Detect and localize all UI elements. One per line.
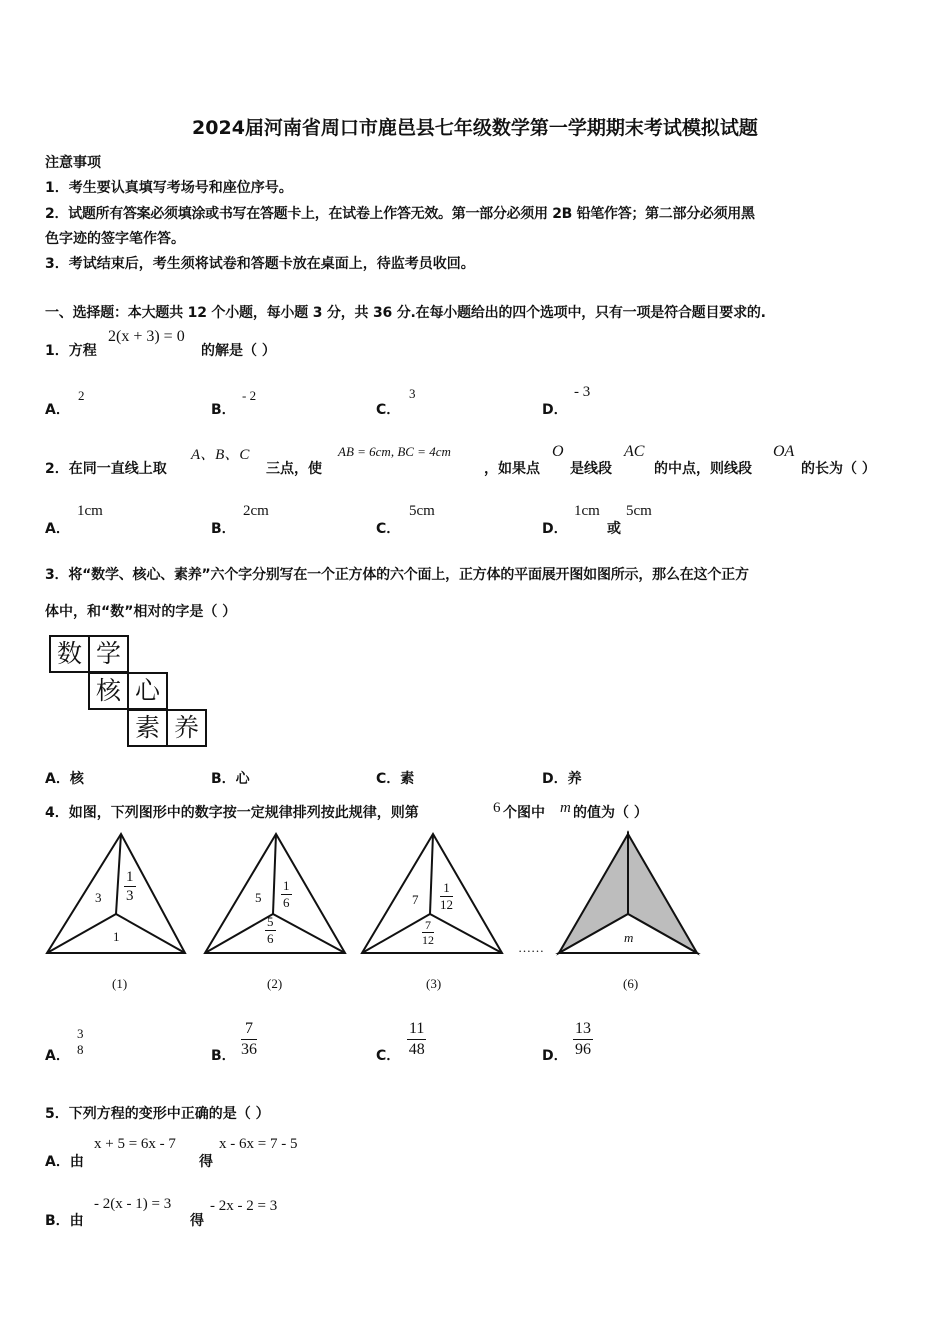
fig6-bottom-var: m — [624, 930, 634, 945]
q4-label-d: D． — [542, 1048, 568, 1064]
q5-a-equation-2: x - 6x = 7 - 5 — [219, 1136, 298, 1152]
q1-option-d: - 3 — [574, 384, 591, 400]
q2-mid4: 的中点，则线段 — [654, 461, 752, 477]
q5-b-de: 得 — [190, 1213, 204, 1229]
q2-option-b: 2cm — [243, 503, 269, 519]
fig1-left-number: 3 — [95, 890, 102, 905]
q5-b-equation-1: - 2(x - 1) = 3 — [94, 1196, 172, 1212]
net-cell-xue: 学 — [88, 635, 129, 673]
fig2-line-left — [205, 914, 273, 953]
q2-option-d-or: 或 — [607, 521, 621, 537]
q4-option-c — [407, 1019, 426, 1060]
q4-option-c-num: 11 — [407, 1019, 426, 1040]
fig1-label: (1) — [112, 976, 128, 991]
q2-point-o: O — [552, 443, 564, 460]
q2-suffix: 的长为（ ） — [801, 461, 876, 477]
q4-ellipsis: …… — [518, 940, 544, 955]
q2-label-a: A． — [45, 521, 70, 537]
q4-label-b: B． — [211, 1048, 236, 1064]
q3-option-d: D．养 — [542, 771, 582, 787]
q1-label-d: D． — [542, 402, 568, 418]
q2-seg-oa: OA — [773, 443, 795, 460]
q1-label-c: C． — [376, 402, 401, 418]
q4-figure — [0, 825, 950, 965]
q2-label-c: C． — [376, 521, 401, 537]
fig3-right-fraction — [440, 880, 453, 913]
net-cell-yang: 养 — [166, 709, 207, 747]
page-title: 2024届河南省周口市鹿邑县七年级数学第一学期期末考试模拟试题 — [192, 117, 758, 139]
q2-mid3: 是线段 — [570, 461, 612, 477]
fig6-label: (6) — [623, 976, 639, 991]
net-cell-su: 素 — [127, 709, 168, 747]
fig3-line-left — [362, 914, 430, 953]
q5-b-equation-2: - 2x - 2 = 3 — [210, 1198, 278, 1214]
fig1-right-den: 3 — [126, 888, 134, 904]
q2-prefix: 2．在同一直线上取 — [45, 461, 167, 477]
fig1-line-top — [116, 834, 121, 914]
fig3-line-top — [430, 834, 433, 914]
q4-option-a-den: 8 — [77, 1042, 84, 1057]
q4-label-a: A． — [45, 1048, 70, 1064]
fig2-right-num: 1 — [283, 878, 290, 893]
q3-option-a: A．核 — [45, 771, 84, 787]
q5-b-label: B．由 — [45, 1213, 84, 1229]
q4-option-a — [75, 1026, 86, 1058]
net-cell-he: 核 — [88, 672, 129, 710]
q2-points: A、B、C — [191, 447, 250, 463]
q4-prefix: 4．如图，下列图形中的数字按一定规律排列按此规律，则第 — [45, 805, 419, 821]
fig3-bottom-num: 7 — [422, 918, 434, 933]
notice-item-2-cont: 色字迹的签字笔作答。 — [45, 231, 185, 247]
fig2-line-top — [273, 834, 276, 914]
q3-option-b: B．心 — [211, 771, 250, 787]
fig1-bottom-number: 1 — [113, 929, 120, 944]
q2-lengths: AB = 6cm, BC = 4cm — [338, 444, 451, 459]
fig3-left-number: 7 — [412, 892, 419, 907]
fig2-label: (2) — [267, 976, 283, 991]
q2-mid1: 三点，使 — [266, 461, 322, 477]
q1-equation: 2(x + 3) = 0 — [108, 328, 185, 345]
q4-figure-number: 6 — [493, 800, 501, 816]
q1-suffix: 的解是（ ） — [201, 343, 276, 359]
q3-stem-line1: 3．将“数学、核心、素养”六个字分别写在一个正方体的六个面上，正方体的平面展开图如图所示，那么在这个正方 — [45, 567, 749, 583]
q4-option-b-den: 36 — [241, 1041, 257, 1058]
fig3-bottom-fraction — [422, 918, 434, 947]
fig2-bottom-num: 5 — [267, 914, 274, 929]
q2-option-d: 1cm — [574, 503, 600, 519]
fig2-left-number: 5 — [255, 890, 262, 905]
q4-option-b — [241, 1019, 257, 1060]
q2-label-b: B． — [211, 521, 236, 537]
q4-label-c: C． — [376, 1048, 401, 1064]
fig2-bottom-fraction — [265, 914, 276, 947]
net-cell-shu: 数 — [49, 635, 90, 673]
q3-option-c: C．素 — [376, 771, 415, 787]
fig3-right-num: 1 — [440, 880, 453, 897]
q4-option-b-num: 7 — [241, 1019, 257, 1040]
q1-option-b: - 2 — [242, 388, 257, 403]
q4-var-m: m — [560, 800, 571, 816]
q1-label-b: B． — [211, 402, 236, 418]
q2-mid2: ，如果点 — [484, 461, 540, 477]
q4-option-d — [573, 1019, 593, 1060]
fig1-right-fraction — [124, 868, 136, 905]
q3-stem-line2: 体中，和“数”相对的字是（ ） — [45, 604, 237, 620]
q5-a-de: 得 — [199, 1154, 213, 1170]
q1-prefix: 1．方程 — [45, 343, 97, 359]
q1-option-c: 3 — [409, 386, 416, 401]
fig1-right-num: 1 — [126, 869, 134, 885]
fig3-right-den: 12 — [440, 897, 453, 912]
q2-option-c: 5cm — [409, 503, 435, 519]
section-heading: 一、选择题：本大题共 12 个小题，每小题 3 分，共 36 分.在每小题给出的四个选项中，只有一项是符合题目要求的. — [45, 305, 766, 321]
notice-item-3: 3．考试结束后，考生须将试卷和答题卡放在桌面上，待监考员收回。 — [45, 256, 475, 272]
fig2-right-den: 6 — [283, 895, 290, 910]
q4-option-d-num: 13 — [573, 1019, 593, 1040]
notice-heading: 注意事项 — [45, 155, 101, 171]
q4-suffix: 的值为（ ） — [573, 805, 648, 821]
fig2-right-fraction — [281, 878, 292, 911]
q2-option-a: 1cm — [77, 503, 103, 519]
q2-label-d: D． — [542, 521, 568, 537]
q5-stem: 5．下列方程的变形中正确的是（ ） — [45, 1106, 270, 1122]
fig3-bottom-den: 12 — [422, 933, 434, 947]
q1-option-a: 2 — [78, 388, 85, 403]
q4-mid: 个图中 — [503, 805, 545, 821]
q5-a-equation-1: x + 5 = 6x - 7 — [94, 1136, 176, 1152]
fig2-bottom-den: 6 — [267, 931, 274, 946]
fig1-line-left — [47, 914, 116, 953]
fig3-label: (3) — [426, 976, 442, 991]
notice-item-1: 1．考生要认真填写考场号和座位序号。 — [45, 180, 293, 196]
q5-a-label: A．由 — [45, 1154, 84, 1170]
net-cell-xin: 心 — [127, 672, 168, 710]
q4-option-d-den: 96 — [575, 1041, 591, 1058]
q2-option-d-second: 5cm — [626, 503, 652, 519]
q2-seg-ac: AC — [624, 443, 645, 460]
q4-option-c-den: 48 — [408, 1041, 425, 1058]
q4-option-a-num: 3 — [77, 1026, 84, 1041]
q1-label-a: A． — [45, 402, 70, 418]
notice-item-2: 2．试题所有答案必须填涂或书写在答题卡上，在试卷上作答无效。第一部分必须用 2B 铅笔作答；第二部分必须用黑 — [45, 206, 755, 222]
